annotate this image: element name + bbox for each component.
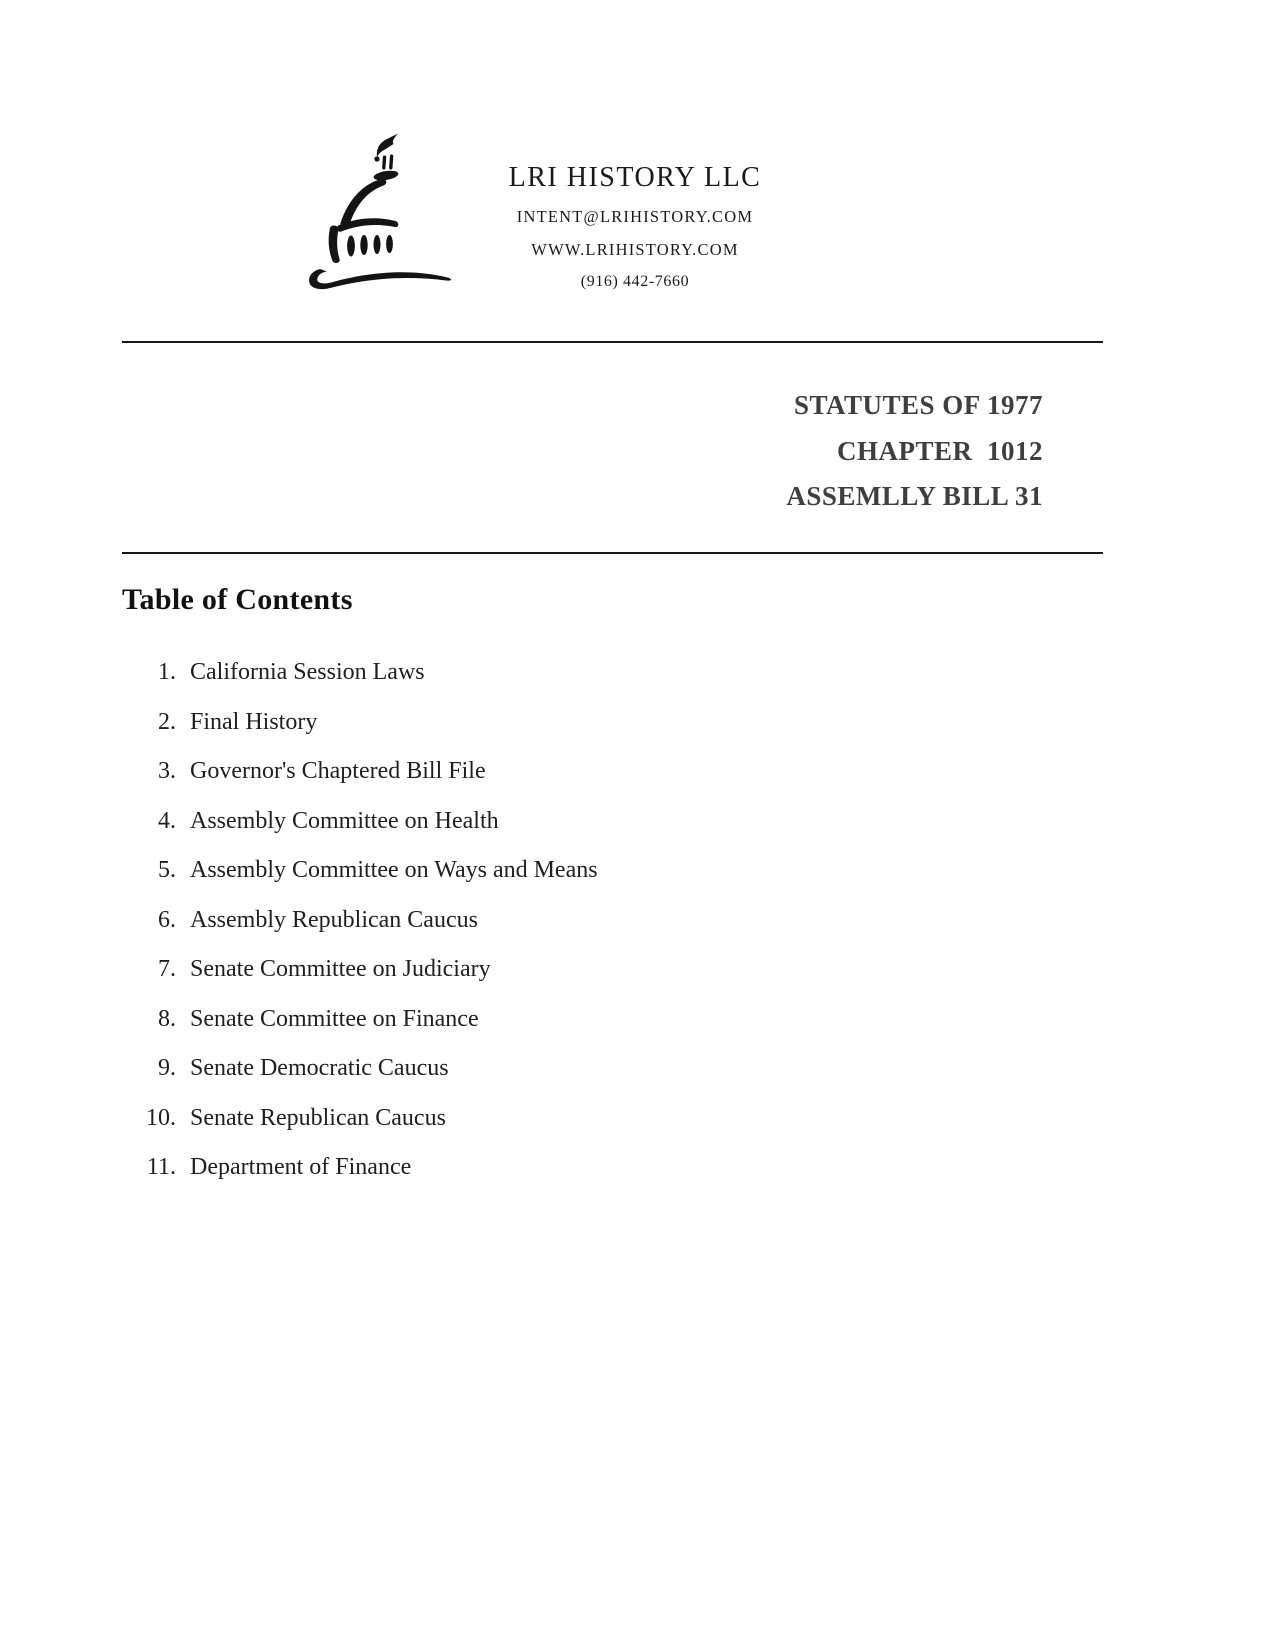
statutes-line-2: CHAPTER 1012 xyxy=(836,435,1043,466)
capitol-dome-logo xyxy=(303,128,461,300)
toc-item xyxy=(122,846,598,896)
toc-item-number: 11. xyxy=(146,1154,176,1180)
divider-bottom xyxy=(122,552,1103,554)
toc-item-label: Final History xyxy=(190,708,318,735)
company-website: WWW.LRIHISTORY.COM xyxy=(531,239,739,259)
statutes-line-3: ASSEMLLY BILL 31 xyxy=(786,481,1043,511)
toc-item-number: 5. xyxy=(158,857,176,883)
toc-item xyxy=(122,896,598,946)
letterhead xyxy=(444,163,826,291)
toc-item-number: 7. xyxy=(158,956,176,982)
toc-item-number: 4. xyxy=(158,807,176,834)
statutes-title-block xyxy=(786,383,1043,520)
toc-list xyxy=(122,648,598,1193)
toc-item-label: Senate Committee on Judiciary xyxy=(190,956,491,982)
toc-item-label: Assembly Committee on Ways and Means xyxy=(190,857,598,883)
statutes-line-1: STATUTES OF 1977 xyxy=(793,390,1043,420)
toc-item-number: 3. xyxy=(158,758,176,784)
toc-item xyxy=(122,1143,598,1193)
toc-item-number: 6. xyxy=(158,906,176,933)
toc-item xyxy=(122,1044,598,1094)
toc-item xyxy=(122,995,598,1045)
company-phone: (916) 442-7660 xyxy=(580,272,690,290)
toc-item-number: 2. xyxy=(158,708,176,735)
toc-item-label: Assembly Committee on Health xyxy=(190,807,499,834)
toc-item-label: Assembly Republican Caucus xyxy=(190,906,478,933)
toc-heading: Table of Contents xyxy=(122,583,353,616)
toc-item xyxy=(122,648,598,698)
toc-item xyxy=(122,698,598,748)
toc-item-label: Department of Finance xyxy=(190,1154,412,1180)
toc-item xyxy=(122,1094,598,1144)
toc-item xyxy=(122,797,598,847)
toc-item-number: 9. xyxy=(158,1055,176,1081)
company-email: INTENT@LRIHISTORY.COM xyxy=(516,206,754,226)
toc-item-label: Senate Democratic Caucus xyxy=(190,1055,449,1081)
toc-item xyxy=(122,747,598,797)
divider-top xyxy=(122,341,1103,343)
toc-item-number: 1. xyxy=(158,659,176,685)
toc-item xyxy=(122,945,598,995)
toc-item-label: Senate Republican Caucus xyxy=(190,1104,446,1131)
toc-item-label: Governor's Chaptered Bill File xyxy=(190,758,486,784)
capitol-dome-icon xyxy=(303,128,461,300)
company-name: LRI HISTORY LLC xyxy=(508,162,762,193)
toc-item-label: California Session Laws xyxy=(190,659,425,685)
toc-item-number: 10. xyxy=(146,1104,176,1131)
toc-item-label: Senate Committee on Finance xyxy=(190,1005,479,1032)
toc-item-number: 8. xyxy=(158,1005,176,1032)
